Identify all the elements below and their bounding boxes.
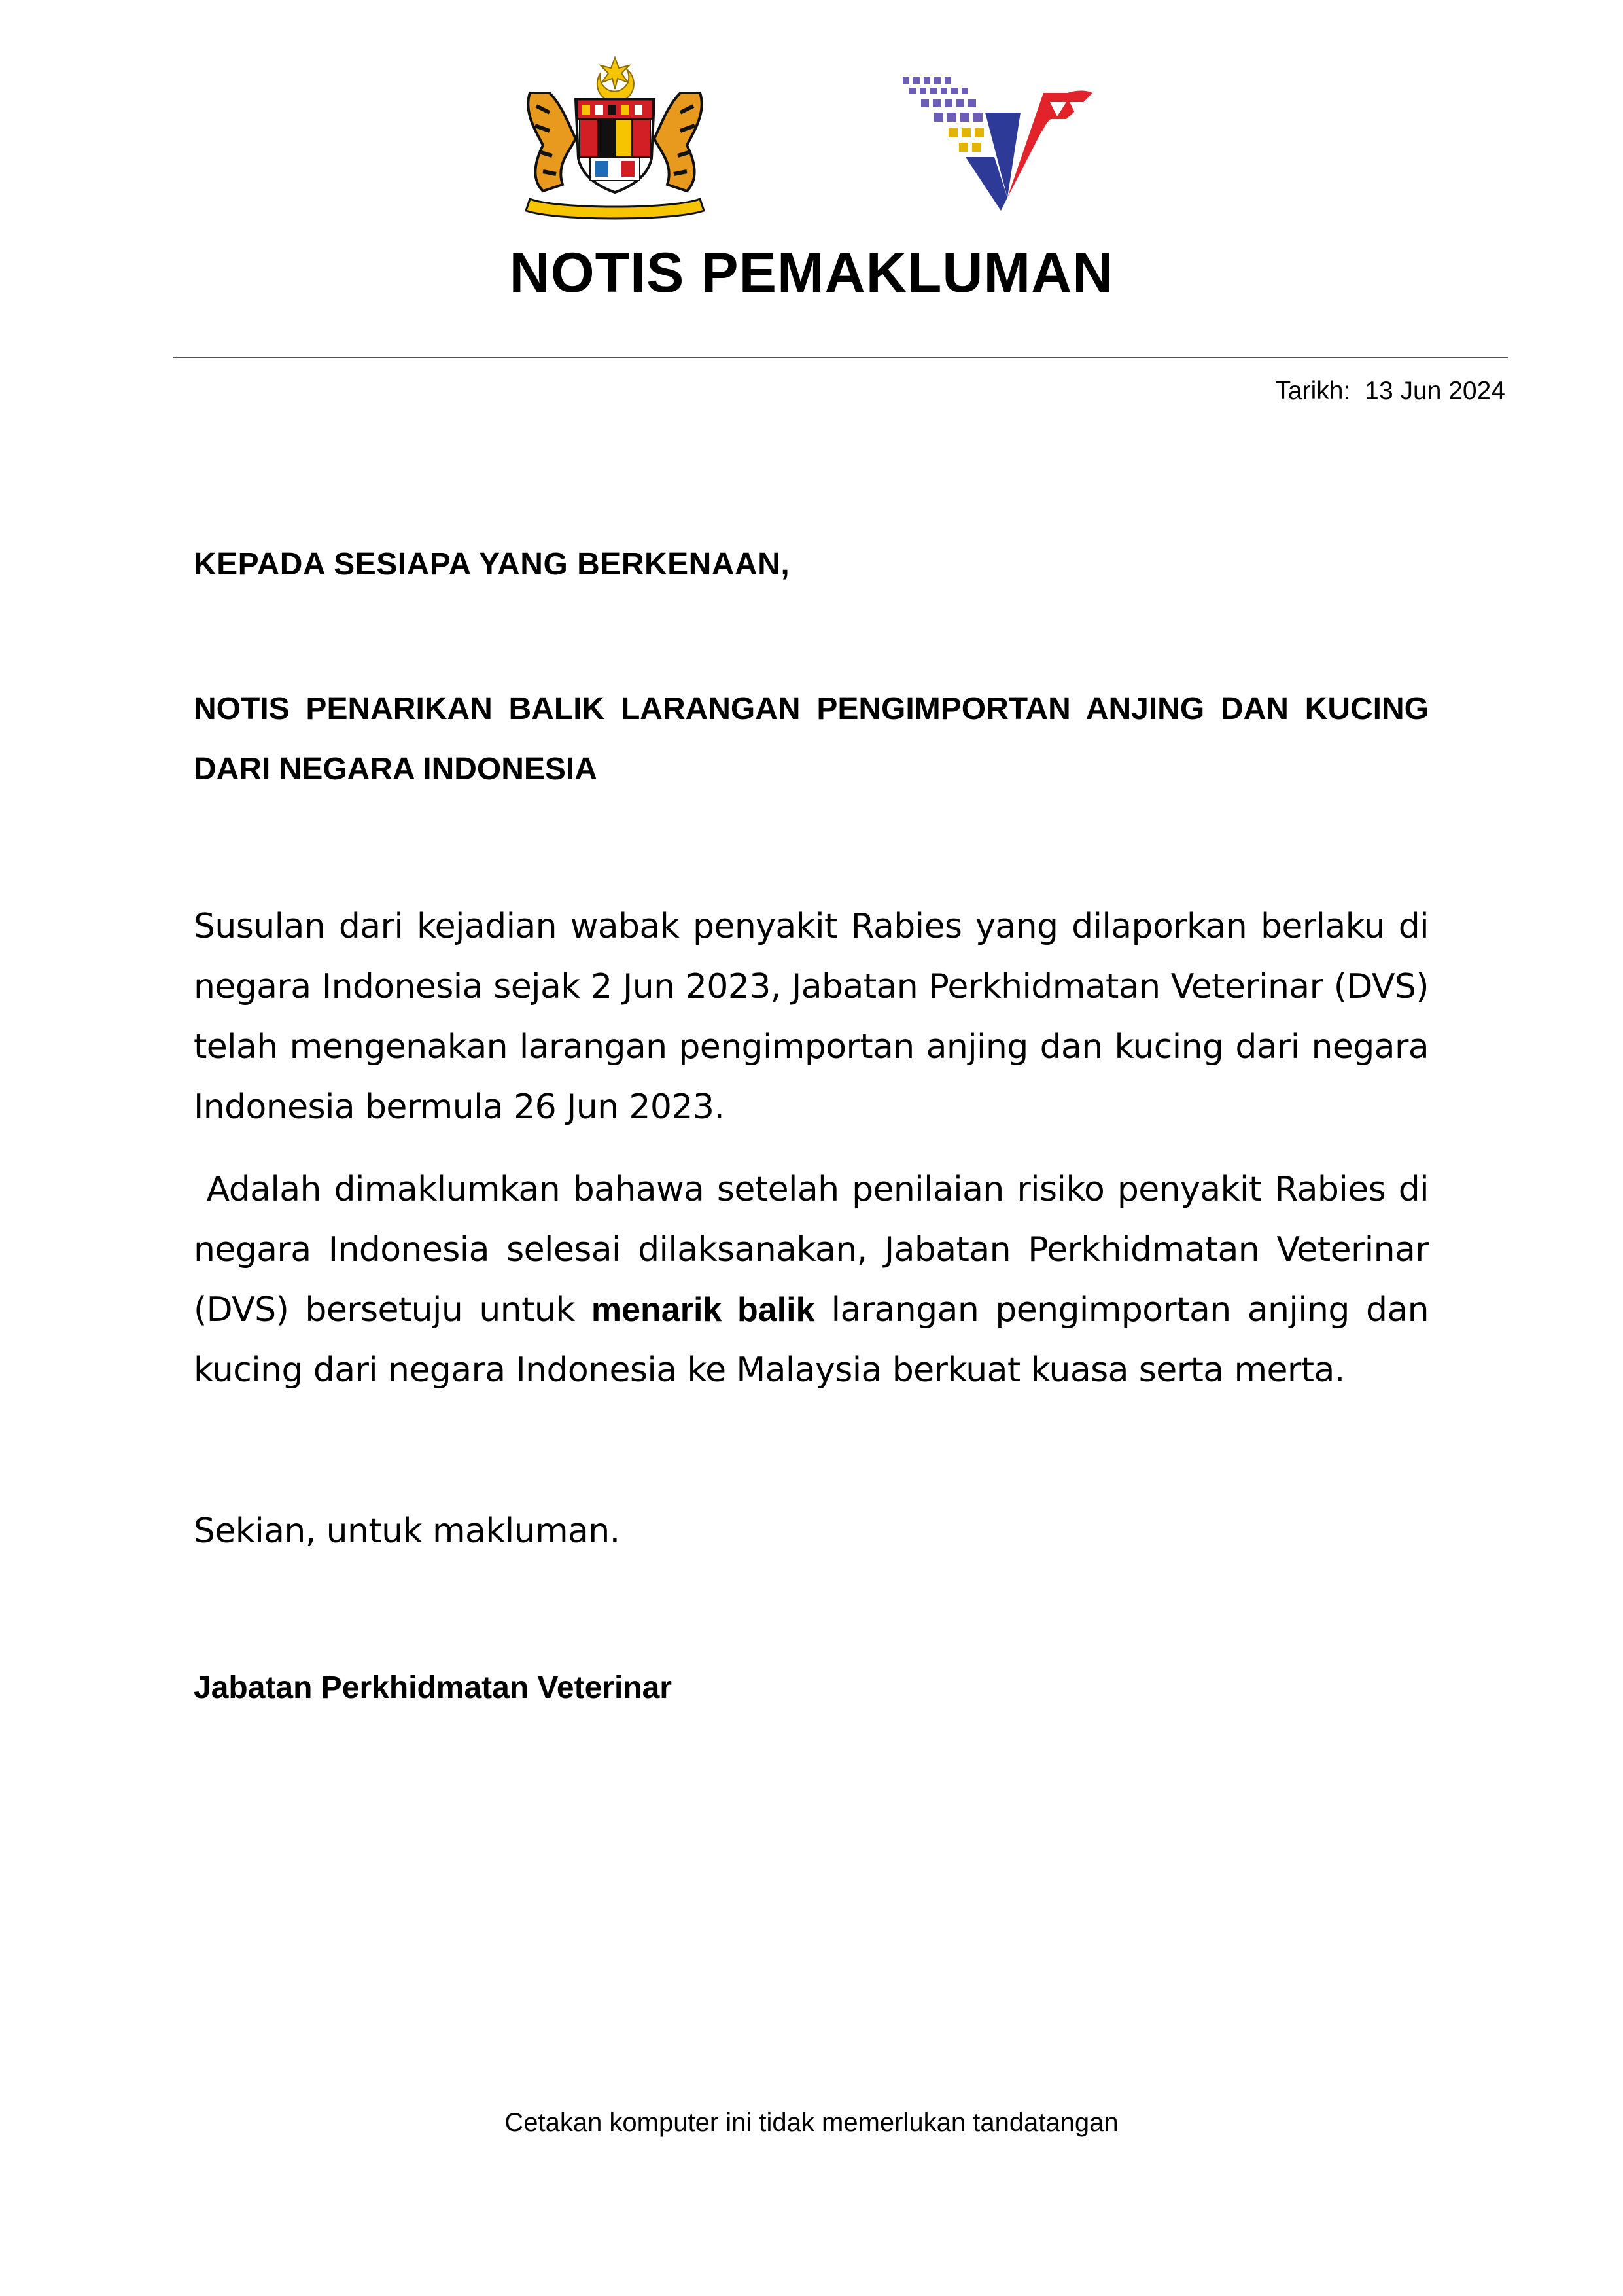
paragraph-2 — [194, 1159, 1429, 1400]
footer-note: Cetakan komputer ini tidak memerlukan tandatangan — [504, 2108, 1119, 2137]
paragraph-2-text-before: Adalah dimaklumkan bahawa setelah penilaian risiko penyakit Rabies di negara Indonesia selesai dilaksanakan, Jabatan Perkhidmatan Veterinar (DVS) bersetuju untuk — [194, 1170, 1429, 1330]
date-value: 13 Jun 2024 — [1365, 377, 1505, 405]
page-title: NOTIS PEMAKLUMAN — [509, 241, 1114, 304]
dvs-logo-icon — [903, 73, 1092, 212]
closing-line: Sekian, untuk makluman. — [194, 1511, 620, 1551]
paragraph-2-text-after: larangan pengimportan anjing dan kucing dari negara Indonesia ke Malaysia berkuat kuasa serta merta. — [194, 1290, 1429, 1390]
paragraph-2-emphasis: menarik balik — [591, 1291, 815, 1329]
salutation: KEPADA SESIAPA YANG BERKENAAN, — [194, 547, 790, 582]
sender-name: Jabatan Perkhidmatan Veterinar — [194, 1670, 672, 1705]
date-label: Tarikh: — [1275, 377, 1351, 405]
header-divider — [173, 357, 1508, 358]
malaysia-coat-of-arms-icon — [517, 54, 713, 221]
subject-heading: NOTIS PENARIKAN BALIK LARANGAN PENGIMPORTAN ANJING DAN KUCING DARI NEGARA INDONESIA — [194, 692, 1429, 786]
paragraph-1: Susulan dari kejadian wabak penyakit Rabies yang dilaporkan berlaku di negara Indonesia sejak 2 Jun 2023, Jabatan Perkhidmatan Veterinar (DVS) telah mengenakan larangan pengimportan anjing dan kucing dari negara Indonesia bermula 26 Jun 2023. — [194, 907, 1429, 1127]
date-line — [1275, 377, 1505, 406]
